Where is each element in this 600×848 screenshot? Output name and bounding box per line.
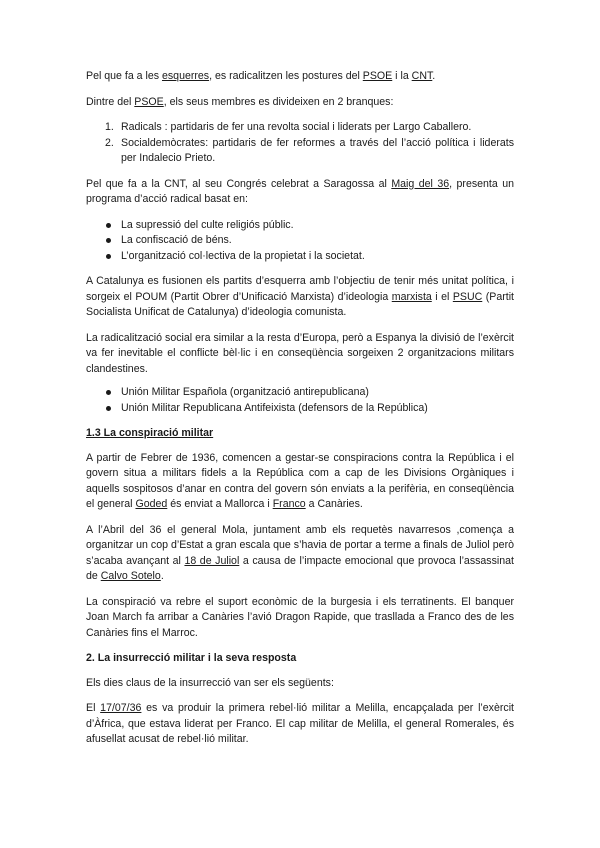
paragraph-melilla: El 17/07/36 es va produir la primera rebel·lió militar a Melilla, encapçalada per l’exèrcit d’Àfrica, que estava liderat per Franco. El cap militar de Melilla, el general Romerales, és afusellat acusat de rebel·lió militar. <box>86 702 514 745</box>
link-18-de-juliol[interactable]: 18 de Juliol <box>184 554 240 567</box>
link-franco[interactable]: Franco <box>272 498 306 510</box>
paragraph-key-days: Els dies claus de la insurrecció van ser els següents: <box>86 676 334 689</box>
paragraph-february-1936: A partir de Febrer de 1936, comencen a gestar-se conspiracions contra la República i el govern situa a militars fidels a la República com a cap de les Divisions Orgàniques i aquells sospitosos d’anar en contra del govern són enviats a la perifèria, en conseqüència el general Goded és enviat a Mallorca i Franco a Canàries. <box>86 451 514 510</box>
heading-insurrection: 2. La insurrecció militar i la seva resposta <box>86 652 297 664</box>
paragraph-left-radicalization: Pel que fa a les esquerres, es radicalitzen les postures del PSOE i la CNT. <box>86 70 436 82</box>
paragraph-economic-support: La conspiració va rebre el suport econòmic de la burgesia i els terratinents. El banquer Joan March fa arribar a Canàries l’avió Dragon Rapide, que trasllada a Franco des de les Canàries fins el Marroc. <box>86 595 514 639</box>
cnt-program-list <box>86 218 514 265</box>
list-item: Unión Militar Republicana Antifeixista (defensors de la República) <box>86 401 514 417</box>
paragraph-cnt-congress: Pel que fa a la CNT, al seu Congrés celebrat a Saragossa al Maig del 36, presenta un programa d’acció radical basat en: <box>86 177 514 205</box>
link-cnt[interactable]: CNT <box>411 70 433 82</box>
document-body <box>86 69 514 758</box>
paragraph-catalunya: A Catalunya es fusionen els partits d’esquerra amb l’objectiu de tenir més unitat política, i sorgeix el POUM (Partit Obrer d’Unificació Marxista) d’ideologia marxista i el PSUC (Partit Socialista Unificat de Catalunya) d’ideologia comunista. <box>86 275 515 318</box>
list-item: La confiscació de béns. <box>86 233 514 249</box>
link-psoe[interactable]: PSOE <box>362 70 393 82</box>
link-psuc[interactable]: PSUC <box>452 290 483 303</box>
heading-conspiracy: 1.3 La conspiració militar <box>86 427 214 439</box>
paragraph-psoe-branches: Dintre del PSOE, els seus membres es divideixen en 2 branques: <box>86 95 394 108</box>
military-orgs-list <box>86 385 514 416</box>
bullet-icon <box>106 223 111 228</box>
bullet-icon <box>106 390 111 395</box>
link-marxista[interactable]: marxista <box>391 290 432 303</box>
paragraph-social-radicalization: La radicalització social era similar a la resta d’Europa, però a Espanya la divisió de l’exèrcit va fer inevitable el conflicte bèl·lic i en conseqüència sorgeixen 2 organitzacions militars clandestines. <box>86 331 514 375</box>
list-item: 1. Radicals : partidaris de fer una revolta social i liderats per Largo Caballero. <box>105 121 472 133</box>
link-maig-del-36[interactable]: Maig del 36 <box>391 177 450 190</box>
link-psoe-2[interactable]: PSOE <box>134 95 164 108</box>
list-item: L’organització col·lectiva de la propietat i la societat. <box>86 249 514 265</box>
list-item: Unión Militar Española (organització antirepublicana) <box>86 385 514 401</box>
link-goded[interactable]: Goded <box>135 498 168 510</box>
paragraph-mola: A l’Abril del 36 el general Mola, juntament amb els requetès navarresos ,comença a organitzar un cop d’Estat a gran escala que s’havia de portar a terme a finals de Juliol però s’acaba avançant al 18 de Juliol a causa de l’impacte emocional que provoca l’assassinat de Calvo Sotelo. <box>86 523 514 582</box>
link-calvo-sotelo[interactable]: Calvo Sotelo <box>100 570 161 582</box>
psoe-branches-list <box>86 120 514 167</box>
list-item: 2. Socialdemòcrates: partidaris de fer reformes a través del l’acció política i liderats per Indalecio Prieto. <box>105 136 514 164</box>
bullet-icon <box>106 254 111 259</box>
link-esquerres[interactable]: esquerres <box>161 70 210 82</box>
list-item: La supressió del culte religiós públic. <box>86 218 514 234</box>
bullet-icon <box>106 406 111 411</box>
bullet-icon <box>106 238 111 243</box>
link-17-07-36[interactable]: 17/07/36 <box>100 702 142 714</box>
